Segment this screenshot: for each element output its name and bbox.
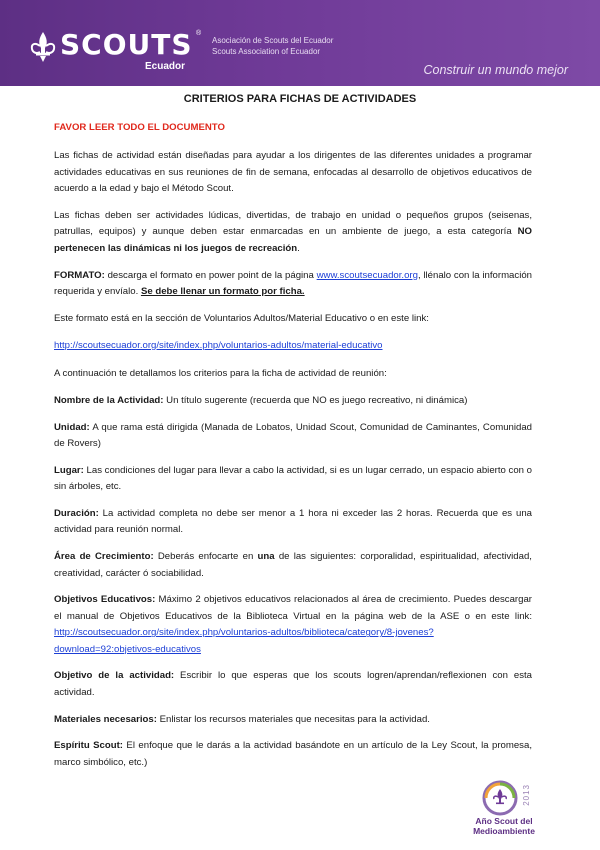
fichas-paragraph: Las fichas deben ser actividades lúdicas, divertidas, de trabajo en unidad o pequeños grupos (seisenas, patrullas, equipos) y aunque deben estar enmarcadas en un ambiente de juego, a esta categoría NO pertenecen las dinámicas ni los juegos de recreación. [54, 210, 532, 254]
criterio-lugar: Lugar: Las condiciones del lugar para llevar a cabo la actividad, si es un lugar cerrado, un espacio abierto con o sin árboles, etc. [54, 464, 532, 493]
logo-line-1: Año Scout del [475, 816, 533, 826]
brand-wordmark: SCOUTS [60, 28, 193, 61]
year-of-environment-logo [472, 780, 552, 842]
seccion-paragraph: Este formato está en la sección de Voluntarios Adultos/Material Educativo o en este link: [54, 312, 429, 324]
read-warning: FAVOR LEER TODO EL DOCUMENTO [54, 122, 225, 133]
document-body [54, 120, 532, 782]
criterio-espiritu: Espíritu Scout: El enfoque que le darás a la actividad basándote en un artículo de la Ley Scout, la promesa, marco simbólico, etc.) [54, 740, 532, 768]
criterio-materiales: Materiales necesarios: Enlistar los recursos materiales que necesitas para la actividad. [54, 713, 430, 725]
association-name-es: Asociación de Scouts del Ecuador [212, 36, 334, 45]
criterio-objetivos: Objetivos Educativos: Máximo 2 objetivos educativos relacionados al área de crecimiento. Puedes descargar el manual de Objetivos Educativos de la Biblioteca Virtual en la página web de la ASE o en este link: http://scoutsecuador.org/site/index.php/voluntarios-adultos/biblioteca/category/8-jovenes?download=92:objetivos-educativos [54, 594, 532, 655]
document-title: CRITERIOS PARA FICHAS DE ACTIVIDADES [183, 93, 417, 105]
fleur-de-lis-icon [28, 30, 58, 64]
objetivos-educativos-link[interactable]: http://scoutsecuador.org/site/index.php/voluntarios-adultos/biblioteca/category/8-jovenes?download=92:objetivos-educativos [54, 627, 434, 655]
logo-year: 2013 [522, 784, 531, 806]
formato-rule: Se debe llenar un formato por ficha. [140, 286, 305, 298]
formato-paragraph: FORMATO: descarga el formato en power point de la página www.scoutsecuador.org, llénalo con la información requerida y envíalo. Se debe llenar un formato por ficha. [54, 269, 532, 298]
fichas-bold: NO pertenecen las dinámicas ni los juegos de recreación [54, 226, 532, 254]
criterio-unidad: Unidad: A que rama está dirigida (Manada de Lobatos, Unidad Scout, Comunidad de Caminantes, Comunidad de Rovers) [54, 421, 532, 450]
criterio-objetivo-actividad: Objetivo de la actividad: Escribir lo que esperas que los scouts logren/aprendan/reflexionen con esta actividad. [54, 670, 532, 698]
material-link-line [54, 338, 532, 354]
logo-line-2: Medioambiente [473, 826, 535, 836]
criterio-duracion: Duración: La actividad completa no debe ser menor a 1 hora ni exceder las 2 horas. Recuerda que es una actividad para reunión normal. [54, 508, 532, 536]
header-banner [0, 0, 600, 86]
scoutsecuador-link[interactable]: www.scoutsecuador.org [316, 269, 418, 281]
registered-mark: ® [196, 30, 202, 37]
brand-country: Ecuador [145, 61, 186, 72]
material-educativo-link[interactable]: http://scoutsecuador.org/site/index.php/voluntarios-adultos/material-educativo [54, 339, 383, 351]
formato-label: FORMATO: [54, 269, 105, 281]
intro-paragraph: Las fichas de actividad están diseñadas para ayudar a los dirigentes de las diferentes unidades a programar actividades educativas en sus reuniones de fin de semana, enfocadas al desarrollo de objetivos educativos de acuerdo a la edad y bajo el Método Scout. [54, 150, 532, 195]
association-name-en: Scouts Association of Ecuador [212, 47, 321, 56]
criterio-nombre: Nombre de la Actividad: Un título sugerente (recuerda que NO es juego recreativo, ni dinámica) [54, 394, 468, 406]
continuacion-paragraph: A continuación te detallamos los criterios para la ficha de actividad de reunión: [54, 368, 387, 380]
scout-environment-emblem-icon [482, 780, 518, 816]
criterio-area: Área de Crecimiento: Deberás enfocarte en una de las siguientes: corporalidad, espiritualidad, afectividad, creatividad, carácter ó sociabilidad. [54, 551, 532, 579]
slogan: Construir un mundo mejor [423, 63, 568, 77]
